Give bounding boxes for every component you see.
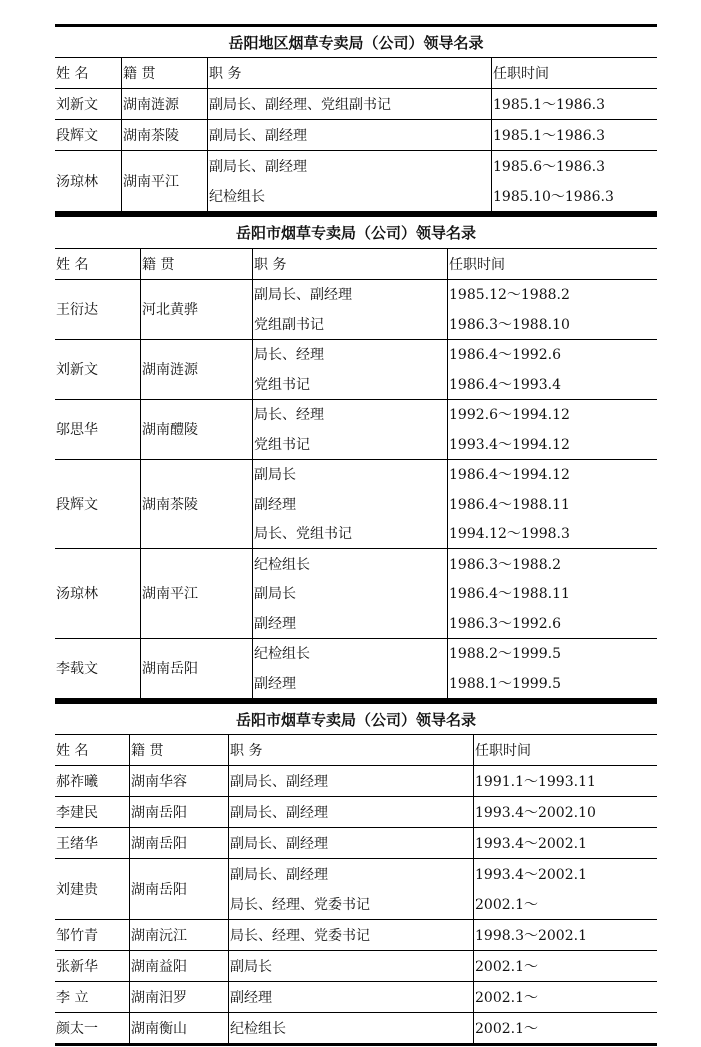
post-text: 局长、经理 (254, 347, 324, 364)
terms-cell (447, 549, 657, 638)
terms-cell (491, 89, 657, 119)
post-text: 副经理 (254, 496, 296, 513)
term-text: 2002.1～ (475, 959, 538, 975)
term-text: 1993.4～2002.10 (475, 805, 596, 821)
posts-cell (252, 639, 447, 698)
terms-cell (447, 340, 657, 399)
post-text: 纪检组长 (254, 646, 310, 663)
column-header: 任职时间 (491, 58, 657, 88)
table-title: 岳阳市烟草专卖局（公司）领导名录 (55, 704, 657, 735)
column-header: 姓 名 (56, 66, 89, 82)
posts-cell (228, 828, 473, 858)
table-row (55, 828, 657, 859)
post-text: 纪检组长 (230, 1021, 286, 1037)
terms-cell (473, 828, 657, 858)
post-text: 副局长、副经理 (209, 128, 307, 144)
origin-cell: 湖南华容 (129, 766, 228, 796)
term-text: 2002.1～ (475, 897, 538, 913)
terms-cell (491, 151, 657, 211)
posts-cell (207, 120, 491, 150)
post-text: 党组书记 (254, 436, 310, 453)
term-text: 1986.4～1992.6 (449, 347, 561, 364)
origin-cell: 湖南沅江 (129, 920, 228, 950)
terms-cell (447, 280, 657, 339)
column-header: 姓 名 (56, 743, 89, 759)
posts-cell (228, 766, 473, 796)
term-text: 1985.1～1986.3 (493, 128, 605, 144)
name-cell: 王绪华 (56, 836, 98, 852)
table-row (55, 920, 657, 951)
post-text: 副局长 (230, 959, 272, 975)
column-header: 籍 贯 (129, 735, 228, 765)
terms-cell (473, 920, 657, 950)
table-row (55, 982, 657, 1013)
term-text: 1986.3～1988.10 (449, 316, 570, 333)
table-row (55, 120, 657, 151)
posts-cell (228, 1013, 473, 1043)
terms-cell (473, 951, 657, 981)
table-row (55, 1013, 657, 1043)
name-cell: 刘新文 (56, 362, 98, 378)
post-text: 局长、经理 (254, 407, 324, 424)
post-text: 副局长、副经理 (230, 867, 328, 883)
leader-table (55, 24, 657, 214)
origin-cell: 湖南醴陵 (140, 400, 252, 459)
column-header: 职 务 (207, 58, 491, 88)
origin-cell: 湖南涟源 (140, 340, 252, 399)
term-text: 1985.6～1986.3 (493, 159, 605, 175)
terms-cell (473, 859, 657, 919)
posts-cell (252, 400, 447, 459)
name-cell: 李建民 (56, 805, 98, 821)
terms-cell (491, 120, 657, 150)
origin-cell: 湖南岳阳 (129, 797, 228, 827)
origin-cell: 湖南涟源 (121, 89, 207, 119)
term-text: 1986.4～1993.4 (449, 376, 561, 393)
term-text: 1986.4～1988.11 (449, 496, 570, 513)
name-cell: 颜太一 (56, 1021, 98, 1037)
origin-cell: 湖南茶陵 (140, 460, 252, 549)
term-text: 2002.1～ (475, 990, 538, 1006)
name-cell: 张新华 (56, 959, 98, 975)
name-cell: 李载文 (56, 661, 98, 677)
posts-cell (207, 151, 491, 211)
term-text: 1988.2～1999.5 (449, 646, 561, 663)
leader-table (55, 701, 657, 1046)
term-text: 1988.1～1999.5 (449, 675, 561, 692)
term-text: 1985.1～1986.3 (493, 97, 605, 113)
posts-cell (228, 951, 473, 981)
column-header: 职 务 (228, 735, 473, 765)
post-text: 副局长 (254, 467, 296, 484)
table-row (55, 797, 657, 828)
column-header: 姓 名 (56, 256, 89, 273)
posts-cell (207, 89, 491, 119)
origin-cell: 湖南汨罗 (129, 982, 228, 1012)
term-text: 1985.12～1988.2 (449, 287, 570, 304)
posts-cell (252, 280, 447, 339)
origin-cell: 湖南岳阳 (129, 828, 228, 858)
table-row (55, 549, 657, 639)
table-title: 岳阳市烟草专卖局（公司）领导名录 (55, 217, 657, 249)
term-text: 1998.3～2002.1 (475, 928, 587, 944)
term-text: 1986.4～1988.11 (449, 586, 570, 603)
post-text: 局长、经理、党委书记 (230, 897, 370, 913)
origin-cell: 河北黄骅 (140, 280, 252, 339)
posts-cell (252, 460, 447, 549)
name-cell: 汤琼林 (56, 586, 98, 603)
leader-table (55, 214, 657, 701)
header-row (55, 735, 657, 766)
post-text: 党组副书记 (254, 316, 324, 333)
table-row (55, 400, 657, 460)
table-row (55, 340, 657, 400)
name-cell: 汤琼林 (56, 174, 98, 190)
terms-cell (473, 1013, 657, 1043)
table-row (55, 280, 657, 340)
post-text: 副局长、副经理 (230, 805, 328, 821)
post-text: 副局长、副经理 (209, 159, 307, 175)
post-text: 副局长、副经理 (230, 836, 328, 852)
term-text: 1986.4～1994.12 (449, 467, 570, 484)
post-text: 局长、党组书记 (254, 526, 352, 543)
post-text: 副局长、副经理 (230, 774, 328, 790)
term-text: 2002.1～ (475, 1021, 538, 1037)
origin-cell: 湖南岳阳 (140, 639, 252, 698)
name-cell: 刘建贵 (56, 882, 98, 898)
terms-cell (447, 639, 657, 698)
name-cell: 李 立 (56, 990, 89, 1006)
table-row (55, 89, 657, 120)
terms-cell (473, 797, 657, 827)
posts-cell (252, 549, 447, 638)
post-text: 纪检组长 (254, 556, 310, 573)
term-text: 1986.3～1988.2 (449, 556, 561, 573)
name-cell: 王衍达 (56, 302, 98, 318)
column-header: 籍 贯 (121, 58, 207, 88)
origin-cell: 湖南益阳 (129, 951, 228, 981)
posts-cell (228, 797, 473, 827)
origin-cell: 湖南平江 (140, 549, 252, 638)
origin-cell: 湖南岳阳 (129, 859, 228, 919)
post-text: 副局长、副经理、党组副书记 (209, 97, 391, 113)
post-text: 副经理 (254, 675, 296, 692)
name-cell: 邬思华 (56, 422, 98, 438)
table-row (55, 460, 657, 550)
terms-cell (447, 400, 657, 459)
name-cell: 邹竹青 (56, 928, 98, 944)
origin-cell: 湖南平江 (121, 151, 207, 211)
header-row (55, 249, 657, 280)
posts-cell (228, 920, 473, 950)
post-text: 副经理 (230, 990, 272, 1006)
table-row (55, 859, 657, 920)
table-row (55, 951, 657, 982)
term-text: 1986.3～1992.6 (449, 615, 561, 632)
origin-cell: 湖南衡山 (129, 1013, 228, 1043)
column-header: 任职时间 (473, 735, 657, 765)
post-text: 副局长、副经理 (254, 287, 352, 304)
post-text: 纪检组长 (209, 189, 265, 205)
name-cell: 郝祚曦 (56, 774, 98, 790)
terms-cell (447, 460, 657, 549)
table-row (55, 766, 657, 797)
name-cell: 段辉文 (56, 128, 98, 144)
table-row (55, 639, 657, 698)
posts-cell (228, 982, 473, 1012)
post-text: 副局长 (254, 586, 296, 603)
table-title: 岳阳地区烟草专卖局（公司）领导名录 (55, 27, 657, 58)
term-text: 1991.1～1993.11 (475, 774, 596, 790)
term-text: 1992.6～1994.12 (449, 407, 570, 424)
posts-cell (228, 859, 473, 919)
term-text: 1994.12～1998.3 (449, 526, 570, 543)
term-text: 1993.4～1994.12 (449, 436, 570, 453)
terms-cell (473, 766, 657, 796)
table-row (55, 151, 657, 211)
column-header: 职 务 (252, 249, 447, 279)
term-text: 1985.10～1986.3 (493, 189, 614, 205)
post-text: 局长、经理、党委书记 (230, 928, 370, 944)
name-cell: 刘新文 (56, 97, 98, 113)
term-text: 1993.4～2002.1 (475, 867, 587, 883)
header-row (55, 58, 657, 89)
posts-cell (252, 340, 447, 399)
terms-cell (473, 982, 657, 1012)
post-text: 党组书记 (254, 376, 310, 393)
origin-cell: 湖南茶陵 (121, 120, 207, 150)
term-text: 1993.4～2002.1 (475, 836, 587, 852)
column-header: 籍 贯 (140, 249, 252, 279)
name-cell: 段辉文 (56, 496, 98, 513)
post-text: 副经理 (254, 615, 296, 632)
column-header: 任职时间 (447, 249, 657, 279)
